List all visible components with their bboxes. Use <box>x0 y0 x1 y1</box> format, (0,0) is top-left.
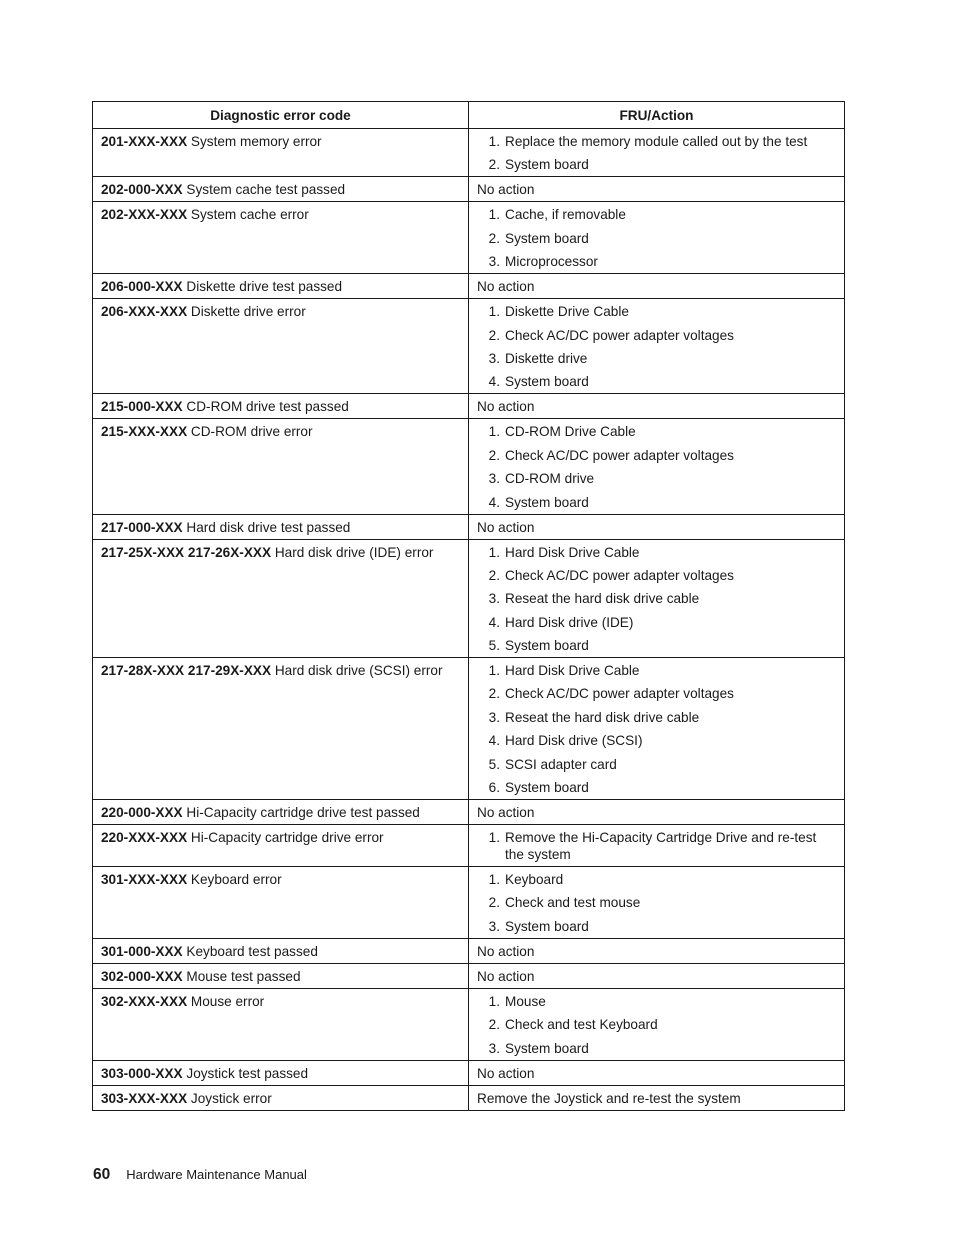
action-item <box>477 1016 836 1033</box>
action-number: 2. <box>488 447 500 463</box>
fru-action-cell <box>469 274 845 299</box>
action-number: 3. <box>488 471 500 487</box>
action-number: 2. <box>488 686 500 702</box>
action-number: 2. <box>488 1017 500 1033</box>
action-text: Check AC/DC power adapter voltages <box>505 567 734 583</box>
action-text: System board <box>505 1040 589 1056</box>
fru-action-cell <box>469 963 845 988</box>
fru-action-cell <box>469 1060 845 1085</box>
error-description: System cache error <box>190 207 309 223</box>
action-number: 2. <box>488 157 500 173</box>
error-code: 301-XXX-XXX <box>101 872 188 888</box>
error-description: Diskette drive test passed <box>186 279 343 295</box>
action-number: 1. <box>488 207 500 223</box>
action-number: 4. <box>488 733 500 749</box>
action-list <box>477 662 836 796</box>
action-text: No action <box>477 399 535 415</box>
action-number: 2. <box>488 230 500 246</box>
error-description: CD-ROM drive test passed <box>186 399 349 415</box>
action-number: 5. <box>488 638 500 654</box>
table-row <box>93 129 845 177</box>
error-code-cell <box>93 419 469 514</box>
error-code: 220-XXX-XXX <box>101 830 188 846</box>
action-number: 1. <box>488 424 500 440</box>
action-item <box>477 637 836 654</box>
fru-action-cell <box>469 202 845 274</box>
column-header-fru-action: FRU/Action <box>469 102 845 129</box>
action-number: 1. <box>488 304 500 320</box>
action-number: 3. <box>488 254 500 270</box>
error-description: Hard disk drive test passed <box>186 519 351 535</box>
table-row <box>93 299 845 394</box>
action-text: Diskette Drive Cable <box>505 304 629 320</box>
action-item <box>477 230 836 247</box>
error-code-cell <box>93 800 469 825</box>
fru-action-cell <box>469 800 845 825</box>
action-item <box>477 133 836 150</box>
error-code-cell <box>93 1085 469 1110</box>
action-number: 2. <box>488 327 500 343</box>
error-code-cell <box>93 202 469 274</box>
table-row <box>93 539 845 658</box>
action-number: 4. <box>488 374 500 390</box>
error-code-cell <box>93 938 469 963</box>
error-code-cell <box>93 177 469 202</box>
action-item <box>477 470 836 487</box>
error-code-cell <box>93 514 469 539</box>
action-text: No action <box>477 182 535 198</box>
action-text: Remove the Hi-Capacity Cartridge Drive and re-test the system <box>505 830 817 863</box>
page-footer <box>93 1166 307 1184</box>
action-item <box>477 253 836 270</box>
action-text: No action <box>477 279 535 295</box>
action-number: 5. <box>488 756 500 772</box>
action-number: 2. <box>488 567 500 583</box>
action-text: CD-ROM Drive Cable <box>505 424 636 440</box>
action-text: System board <box>505 230 589 246</box>
fru-action-cell <box>469 129 845 177</box>
error-description: Mouse error <box>190 993 265 1009</box>
fru-action-cell <box>469 514 845 539</box>
error-code-cell <box>93 825 469 867</box>
action-text: System board <box>505 157 589 173</box>
action-list <box>477 206 836 270</box>
error-description: System cache test passed <box>186 182 346 198</box>
action-text: Hard Disk drive (IDE) <box>505 614 634 630</box>
error-code: 206-000-XXX <box>101 279 183 295</box>
error-description: Hard disk drive (SCSI) error <box>274 663 443 679</box>
action-text: No action <box>477 943 535 959</box>
table-row <box>93 658 845 800</box>
action-item <box>477 567 836 584</box>
error-code-cell <box>93 988 469 1060</box>
action-text: Check AC/DC power adapter voltages <box>505 686 734 702</box>
action-number: 3. <box>488 918 500 934</box>
error-description: System memory error <box>190 134 322 149</box>
action-number: 1. <box>488 134 500 149</box>
action-text: Reseat the hard disk drive cable <box>505 591 700 607</box>
action-number: 1. <box>488 663 500 679</box>
error-code: 303-XXX-XXX <box>101 1090 188 1106</box>
table-row <box>93 419 845 514</box>
error-code-cell <box>93 274 469 299</box>
fru-action-cell <box>469 299 845 394</box>
action-number: 3. <box>488 350 500 366</box>
action-item <box>477 327 836 344</box>
error-code: 215-XXX-XXX <box>101 424 188 440</box>
error-code: 303-000-XXX <box>101 1065 183 1081</box>
action-item <box>477 993 836 1010</box>
table-row <box>93 938 845 963</box>
action-item <box>477 590 836 607</box>
action-item <box>477 206 836 223</box>
action-item <box>477 1040 836 1057</box>
action-item <box>477 494 836 511</box>
action-item <box>477 447 836 464</box>
action-number: 1. <box>488 993 500 1009</box>
action-list <box>477 829 836 863</box>
action-item <box>477 303 836 320</box>
action-item <box>477 756 836 773</box>
action-number: 3. <box>488 1040 500 1056</box>
action-item <box>477 614 836 631</box>
action-item <box>477 350 836 367</box>
action-number: 3. <box>488 591 500 607</box>
action-text: Mouse <box>505 993 546 1009</box>
error-code-cell <box>93 539 469 658</box>
error-code: 302-000-XXX <box>101 968 183 984</box>
action-item <box>477 894 836 911</box>
fru-action-cell <box>469 938 845 963</box>
action-text: Hard Disk Drive Cable <box>505 663 640 679</box>
table-body <box>93 129 845 1111</box>
action-text: Remove the Joystick and re-test the system <box>477 1090 741 1106</box>
action-item <box>477 373 836 390</box>
action-number: 4. <box>488 494 500 510</box>
error-code-cell <box>93 658 469 800</box>
action-text: Diskette drive <box>505 350 588 366</box>
fru-action-cell <box>469 867 845 939</box>
action-number: 1. <box>488 872 500 888</box>
action-text: Hard Disk Drive Cable <box>505 544 640 560</box>
action-item <box>477 423 836 440</box>
action-item <box>477 829 836 863</box>
action-item <box>477 156 836 173</box>
action-item <box>477 732 836 749</box>
table-row <box>93 1085 845 1110</box>
fru-action-cell <box>469 177 845 202</box>
error-description: Joystick error <box>190 1090 272 1106</box>
error-code: 202-000-XXX <box>101 182 183 198</box>
error-code: 202-XXX-XXX <box>101 207 188 223</box>
action-text: Reseat the hard disk drive cable <box>505 709 700 725</box>
action-text: No action <box>477 519 535 535</box>
table-row <box>93 514 845 539</box>
error-code: 301-000-XXX <box>101 943 183 959</box>
action-number: 1. <box>488 830 500 846</box>
action-text: Replace the memory module called out by the test <box>505 134 808 149</box>
error-code: 206-XXX-XXX <box>101 304 188 320</box>
action-number: 3. <box>488 709 500 725</box>
action-list <box>477 993 836 1057</box>
error-code-cell <box>93 394 469 419</box>
action-text: System board <box>505 780 589 796</box>
error-code: 217-000-XXX <box>101 519 183 535</box>
error-code-cell <box>93 299 469 394</box>
action-text: Check AC/DC power adapter voltages <box>505 327 734 343</box>
error-code: 201-XXX-XXX <box>101 134 188 149</box>
error-code: 220-000-XXX <box>101 805 183 821</box>
fru-action-cell <box>469 419 845 514</box>
manual-title: Hardware Maintenance Manual <box>126 1167 307 1182</box>
action-number: 4. <box>488 614 500 630</box>
action-item <box>477 871 836 888</box>
fru-action-cell <box>469 394 845 419</box>
action-text: No action <box>477 805 535 821</box>
page-number: 60 <box>93 1166 111 1183</box>
table-row <box>93 988 845 1060</box>
fru-action-cell <box>469 1085 845 1110</box>
action-text: Hard Disk drive (SCSI) <box>505 733 643 749</box>
action-item <box>477 779 836 796</box>
action-number: 2. <box>488 895 500 911</box>
action-number: 1. <box>488 544 500 560</box>
action-text: Cache, if removable <box>505 207 626 223</box>
error-description: Diskette drive error <box>190 304 306 320</box>
error-code-cell <box>93 963 469 988</box>
fru-action-cell <box>469 539 845 658</box>
error-code: 302-XXX-XXX <box>101 993 188 1009</box>
action-text: Check and test mouse <box>505 895 641 911</box>
error-code-cell <box>93 129 469 177</box>
error-description: Keyboard error <box>190 872 282 888</box>
table-row <box>93 1060 845 1085</box>
action-item <box>477 544 836 561</box>
action-text: System board <box>505 494 589 510</box>
table-header-row <box>93 102 845 129</box>
error-description: Hi-Capacity cartridge drive test passed <box>186 805 420 821</box>
column-header-error-code: Diagnostic error code <box>93 102 469 129</box>
error-description: Hi-Capacity cartridge drive error <box>190 830 384 846</box>
action-list <box>477 544 836 655</box>
action-list <box>477 133 836 173</box>
fru-action-cell <box>469 658 845 800</box>
action-text: CD-ROM drive <box>505 471 595 487</box>
action-text: System board <box>505 638 589 654</box>
table-row <box>93 177 845 202</box>
table-row <box>93 800 845 825</box>
action-list <box>477 871 836 935</box>
error-description: Joystick test passed <box>186 1065 309 1081</box>
fru-action-cell <box>469 988 845 1060</box>
action-item <box>477 709 836 726</box>
table-row <box>93 274 845 299</box>
error-description: CD-ROM drive error <box>190 424 313 440</box>
error-code-cell <box>93 1060 469 1085</box>
action-text: No action <box>477 1065 535 1081</box>
action-item <box>477 685 836 702</box>
error-description: Keyboard test passed <box>186 943 318 959</box>
action-number: 6. <box>488 780 500 796</box>
table-row <box>93 867 845 939</box>
diagnostic-error-table <box>92 101 845 1111</box>
action-text: Check and test Keyboard <box>505 1017 658 1033</box>
action-text: SCSI adapter card <box>505 756 617 772</box>
action-text: System board <box>505 918 589 934</box>
table-row <box>93 963 845 988</box>
fru-action-cell <box>469 825 845 867</box>
error-code-cell <box>93 867 469 939</box>
action-list <box>477 423 836 510</box>
table-row <box>93 394 845 419</box>
error-description: Mouse test passed <box>186 968 301 984</box>
action-text: Microprocessor <box>505 254 598 270</box>
error-code: 217-25X-XXX 217-26X-XXX <box>101 544 272 560</box>
action-item <box>477 918 836 935</box>
table-row <box>93 825 845 867</box>
action-text: System board <box>505 374 589 390</box>
error-code: 215-000-XXX <box>101 399 183 415</box>
error-description: Hard disk drive (IDE) error <box>274 544 434 560</box>
action-item <box>477 662 836 679</box>
action-text: Keyboard <box>505 872 564 888</box>
action-text: No action <box>477 968 535 984</box>
error-code: 217-28X-XXX 217-29X-XXX <box>101 663 272 679</box>
table-row <box>93 202 845 274</box>
action-list <box>477 303 836 390</box>
action-text: Check AC/DC power adapter voltages <box>505 447 734 463</box>
